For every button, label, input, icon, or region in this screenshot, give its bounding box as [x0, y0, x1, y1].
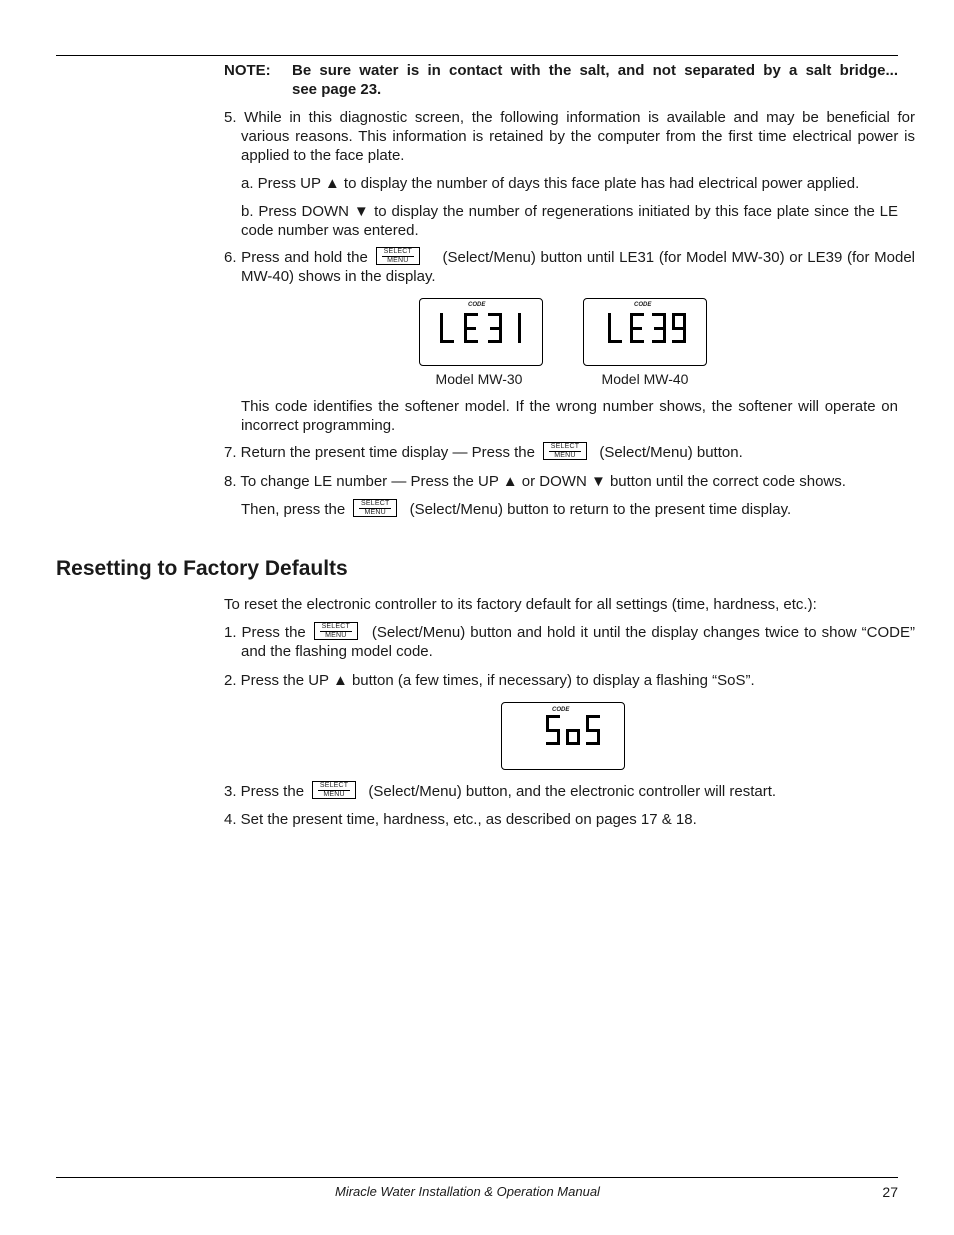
step-7 — [224, 443, 915, 462]
select-label: SELECT — [321, 623, 350, 631]
lcd-display-le31 — [419, 298, 543, 366]
reset-step-1-post: (Select/Menu) button and hold it until the display changes twice to show “CODE” and the flashing model code. — [241, 624, 916, 661]
reset-step-2: 2. Press the UP ▲ button (a few times, if necessary) to display a flashing “SoS”. — [224, 672, 755, 689]
select-label: SELECT — [319, 782, 349, 790]
step-7-post: (Select/Menu) button. — [599, 444, 743, 461]
caption-mw40: Model MW-40 — [601, 371, 689, 387]
step-5a: a. Press UP ▲ to display the number of days this face plate has had electrical power applied. — [241, 175, 860, 192]
step-8-cont — [241, 500, 898, 519]
select-label: SELECT — [383, 248, 413, 256]
lcd-digits-le31 — [436, 311, 536, 347]
reset-step-1-pre: 1. Press the — [224, 624, 306, 641]
step-5b: b. Press DOWN ▼ to display the number of regenerations initiated by this face plate since the LE code number was entered. — [241, 203, 898, 239]
select-menu-button[interactable] — [314, 622, 358, 640]
select-menu-button[interactable] — [543, 442, 587, 460]
menu-label: MENU — [318, 790, 350, 799]
reset-step-3 — [224, 782, 915, 801]
note-text-2: see page 23. — [292, 81, 382, 98]
select-menu-button[interactable] — [376, 247, 420, 265]
code-label: CODE — [468, 302, 486, 308]
menu-label: MENU — [549, 451, 581, 460]
select-label: SELECT — [550, 443, 580, 451]
select-menu-button[interactable] — [312, 781, 356, 799]
step-6-pre: 6. Press and hold the — [224, 249, 368, 266]
step-6 — [224, 248, 915, 286]
menu-label: MENU — [382, 256, 414, 265]
page-number: 27 — [882, 1184, 898, 1200]
note-text — [292, 61, 898, 80]
note-label: NOTE: — [224, 62, 271, 79]
lcd-display-sos — [501, 702, 625, 770]
step-8-post: (Select/Menu) button to return to the present time display. — [409, 501, 792, 518]
reset-step-4: 4. Set the present time, hardness, etc., as described on pages 17 & 18. — [224, 811, 697, 828]
select-label: SELECT — [361, 500, 390, 508]
step-7-pre: 7. Return the present time display — Press the — [224, 444, 535, 461]
reset-step-3-post: (Select/Menu) button, and the electronic controller will restart. — [368, 783, 777, 800]
menu-label: MENU — [359, 508, 391, 517]
note-line-1: Be sure water is in contact with the salt, and not separated by a salt bridge... — [292, 62, 898, 79]
step-8: 8. To change LE number — Press the UP ▲ or DOWN ▼ button until the correct code shows. — [224, 473, 846, 490]
menu-label: MENU — [320, 631, 352, 640]
footer-rule — [56, 1177, 898, 1178]
code-label: CODE — [634, 302, 652, 308]
caption-mw30: Model MW-30 — [435, 371, 523, 387]
top-rule — [56, 55, 898, 56]
lcd-display-le39 — [583, 298, 707, 366]
code-label: CODE — [552, 707, 570, 713]
reset-intro: To reset the electronic controller to its factory default for all settings (time, hardness, etc.): — [224, 596, 817, 613]
section-heading: Resetting to Factory Defaults — [56, 557, 348, 580]
step-5: 5. While in this diagnostic screen, the following information is available and may be beneficial for various reasons. This information is retained by the computer from the first time electrical power is applied to the face plate. — [224, 109, 915, 164]
step-6-note: This code identifies the softener model. If the wrong number shows, the softener will operate on incorrect programming. — [241, 398, 898, 434]
lcd-digits-le39 — [604, 311, 704, 347]
step-6-post: (Select/Menu) button until LE31 (for Model MW-30) or LE39 (for Model MW-40) shows in the display. — [241, 249, 916, 286]
reset-step-1 — [224, 623, 915, 661]
step-8-pre: Then, press the — [241, 501, 346, 518]
footer-title: Miracle Water Installation & Operation Manual — [335, 1184, 600, 1199]
lcd-digits-sos — [544, 713, 614, 749]
reset-step-3-pre: 3. Press the — [224, 783, 305, 800]
select-menu-button[interactable] — [353, 499, 397, 517]
